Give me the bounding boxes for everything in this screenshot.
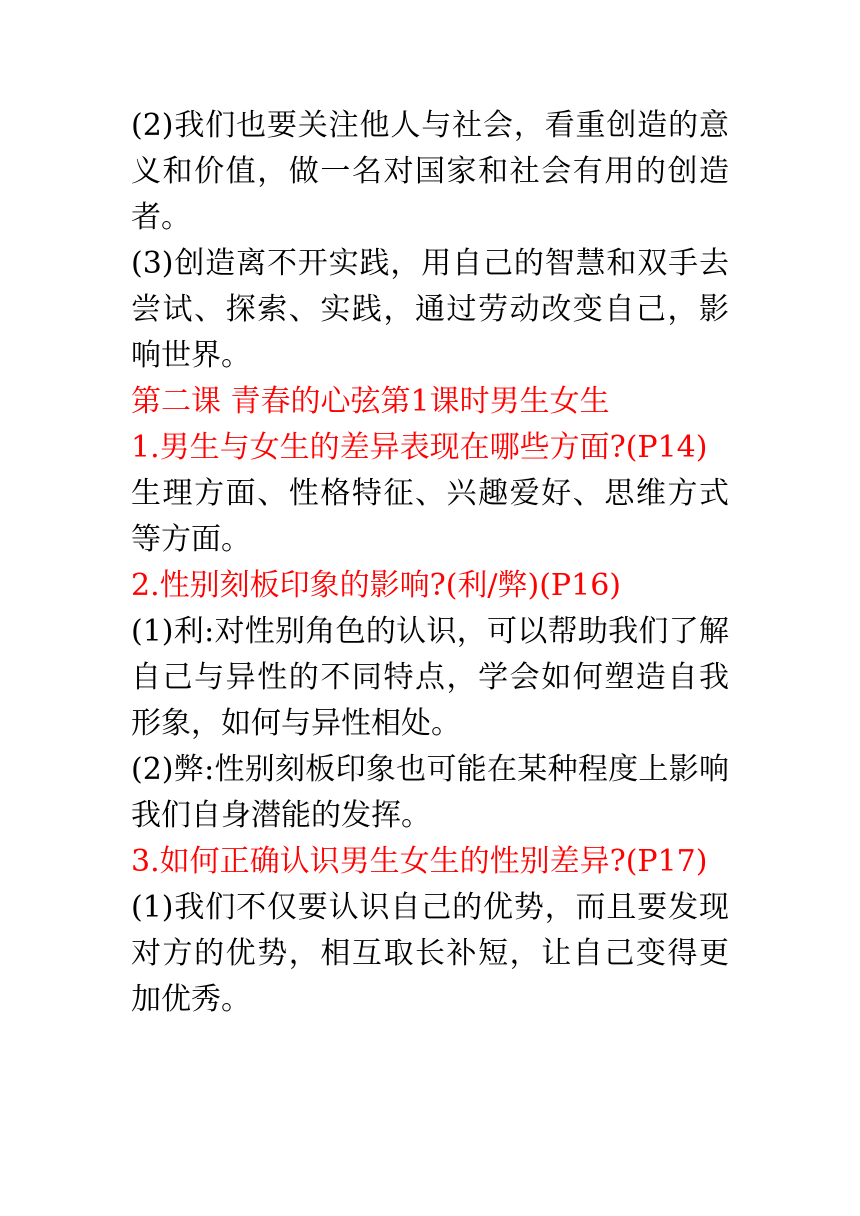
paragraph-creator-responsibility: (2)我们也要关注他人与社会，看重创造的意义和价值，做一名对国家和社会有用的创造者。 [131, 108, 729, 235]
answer-2-advantage: (1)利:对性别角色的认识，可以帮助我们了解自己与异性的不同特点，学会如何塑造自我形象，如何与异性相处。 [131, 614, 729, 741]
question-1-heading: 1.男生与女生的差异表现在哪些方面?(P14) [131, 430, 708, 465]
question-3-heading: 3.如何正确认识男生女生的性别差异?(P17) [131, 844, 708, 879]
question-2-heading: 2.性别刻板印象的影响?(利/弊)(P16) [131, 568, 621, 603]
paragraph-creation-practice: (3)创造离不开实践，用自己的智慧和双手去尝试、探索、实践，通过劳动改变自己，影响世界。 [131, 246, 729, 373]
answer-1: 生理方面、性格特征、兴趣爱好、思维方式等方面。 [131, 476, 729, 557]
document-body [131, 103, 729, 1023]
answer-3-point-1: (1)我们不仅要认识自己的优势，而且要发现对方的优势，相互取长补短，让自己变得更加优秀。 [131, 890, 729, 1017]
answer-2-disadvantage: (2)弊:性别刻板印象也可能在某种程度上影响我们自身潜能的发挥。 [131, 752, 729, 833]
lesson-heading: 第二课 青春的心弦第1课时男生女生 [131, 384, 610, 419]
